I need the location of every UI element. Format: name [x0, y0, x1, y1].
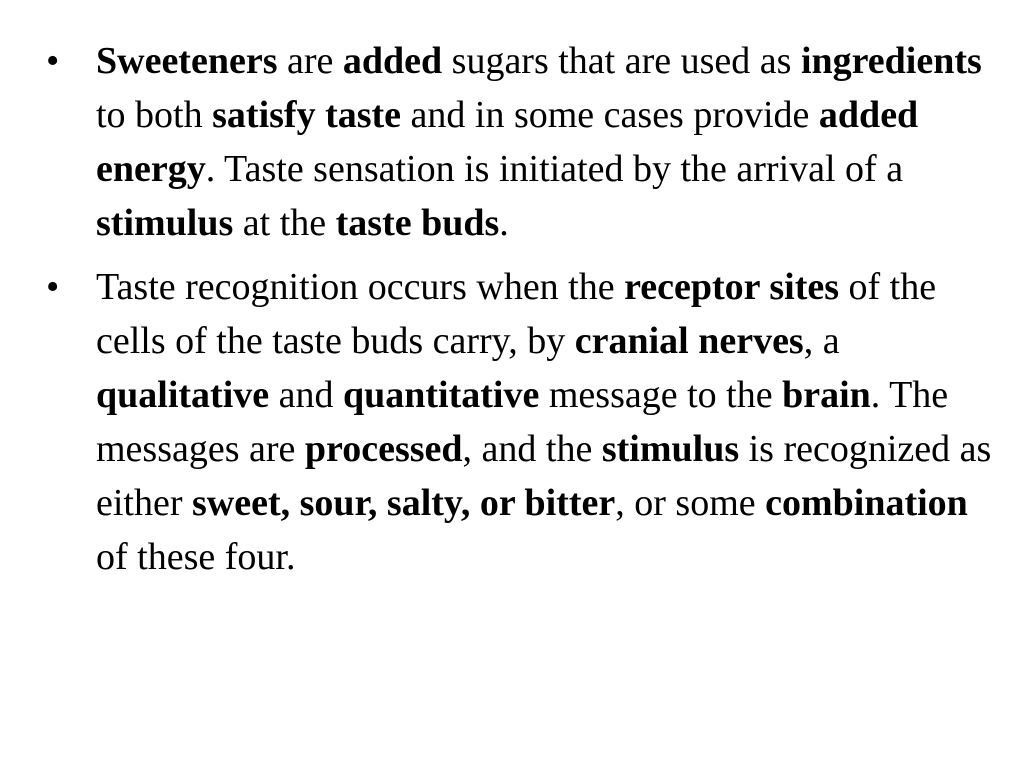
bullet-item-taste-recognition	[46, 260, 996, 584]
bold-term: stimulus	[601, 428, 740, 470]
bold-term: added energy	[96, 94, 919, 190]
text-run: at the	[233, 202, 336, 244]
text-run: , and the	[462, 428, 602, 470]
bullet-marker: •	[46, 40, 60, 82]
text-run: of these four.	[96, 536, 296, 578]
text-run: are	[277, 40, 343, 82]
bullet-item-sweeteners	[46, 34, 996, 250]
bold-term: sweet, sour, salty, or bitter	[192, 482, 616, 524]
bold-term: qualitative	[96, 374, 270, 416]
bold-term: satisfy taste	[212, 94, 402, 136]
bullet-text	[96, 266, 991, 578]
bold-term: cranial nerves	[574, 320, 804, 362]
bold-term: quantitative	[343, 374, 540, 416]
bold-term: ingredients	[800, 40, 982, 82]
text-run: , a	[803, 320, 840, 362]
bold-term: Sweeteners	[96, 40, 278, 82]
text-run: and in some cases provide	[401, 94, 819, 136]
bold-term: processed	[304, 428, 463, 470]
text-run: and	[269, 374, 343, 416]
text-run: sugars that are used as	[442, 40, 801, 82]
bold-term: taste buds	[335, 202, 500, 244]
bold-term: stimulus	[96, 202, 234, 244]
text-run: , or some	[615, 482, 766, 524]
text-run: . Taste sensation is initiated by the arrival of a	[205, 148, 904, 190]
bullet-marker: •	[46, 266, 60, 308]
text-run: . The messages are	[96, 374, 949, 470]
bold-term: added	[342, 40, 443, 82]
text-run: message to the	[539, 374, 783, 416]
text-run: of the cells of the taste buds carry, by	[96, 266, 937, 362]
bullet-list	[46, 34, 996, 594]
text-run: .	[499, 202, 509, 244]
bold-term: combination	[765, 482, 968, 524]
bold-term: receptor sites	[624, 266, 840, 308]
bullet-text	[96, 40, 982, 244]
bold-term: brain	[782, 374, 871, 416]
text-run: is recognized as either	[96, 428, 992, 524]
text-run: Taste recognition occurs when the	[96, 266, 625, 308]
text-run: to both	[96, 94, 213, 136]
